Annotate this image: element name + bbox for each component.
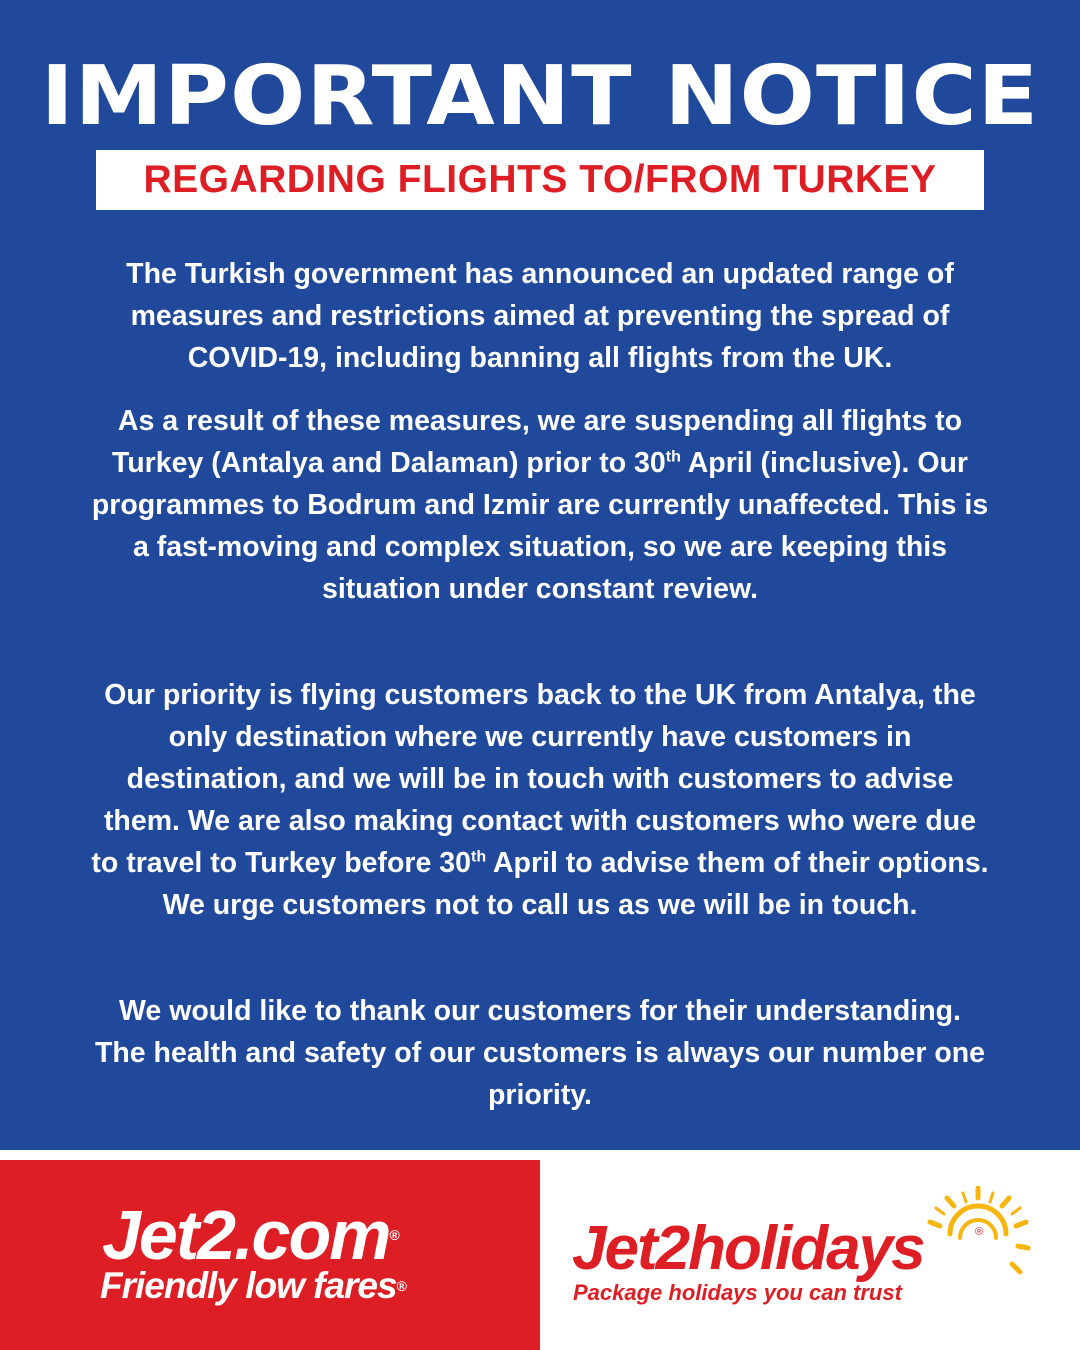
jet2holidays-tagline: Package holidays you can trust [573, 1280, 902, 1305]
notice-subtitle: REGARDING FLIGHTS TO/FROM TURKEY [143, 158, 937, 201]
paragraph-priority-part-b: April to advise them of their options. We urge customers not to call us as we will be in touch. [162, 847, 989, 921]
paragraph-priority [90, 674, 990, 926]
paragraph-suspension [90, 400, 990, 610]
jet2com-logo [102, 1196, 398, 1274]
subtitle-banner [96, 150, 984, 210]
jet2com-tagline [100, 1266, 406, 1306]
notice-title: IMPORTANT NOTICE [40, 49, 1040, 144]
ordinal-suffix: th [471, 848, 487, 866]
paragraph-suspension-part-a: As a result of these measures, we are suspending all flights to Turkey (Antalya and Dalaman) prior to 30 [111, 405, 963, 479]
divider-strip [0, 1150, 540, 1160]
jet2com-logo-text: Jet2.com [102, 1196, 390, 1274]
paragraph-thanks: We would like to thank our customers for their understanding. The health and safety of our customers is always our number one priority. [94, 995, 986, 1111]
jet2com-tagline-text: Friendly low fares [100, 1265, 397, 1306]
registered-mark: ® [975, 1226, 984, 1238]
jet2holidays-logo: Jet2holidays [572, 1214, 924, 1283]
paragraph-suspension-part-b: April (inclusive). Our programmes to Bodrum and Izmir are currently unaffected. This is a fast-moving and complex situation, so we are keeping this situation under constant review. [91, 447, 989, 605]
ordinal-suffix: th [665, 448, 681, 466]
paragraph-measures: The Turkish government has announced an updated range of measures and restrictions aimed at preventing the spread of COVID-19, including banning all flights from the UK. [126, 258, 954, 374]
paragraph-priority-part-a: Our priority is flying customers back to the UK from Antalya, the only destination where we currently have customers in destination, and we will be in touch with customers to advise them. We are also making contact with customers who were due to travel to Turkey before 30 [91, 679, 977, 879]
registered-mark: ® [389, 1227, 398, 1243]
registered-mark: ® [396, 1278, 406, 1294]
